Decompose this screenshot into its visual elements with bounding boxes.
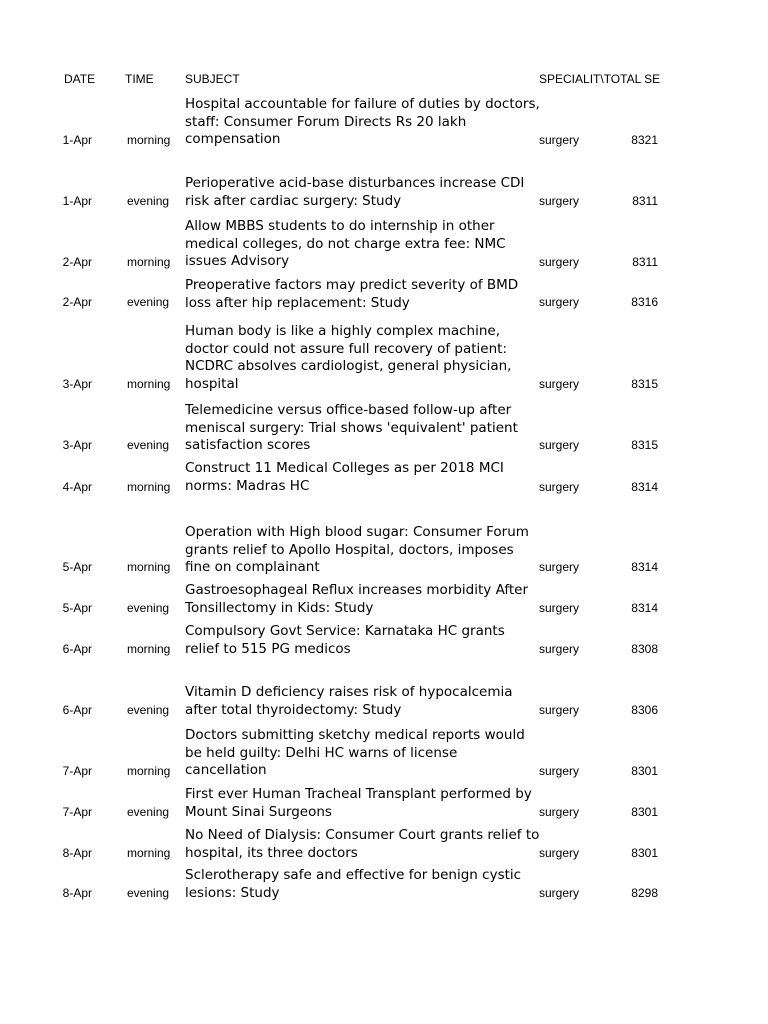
date-cell: 2-Apr bbox=[62, 295, 92, 309]
time-cell: morning bbox=[127, 642, 171, 656]
subject-cell: Vitamin D deficiency raises risk of hypocalcemia after total thyroidectomy: Study bbox=[185, 684, 513, 718]
speciality-cell: surgery bbox=[539, 560, 580, 574]
time-cell: morning bbox=[127, 846, 171, 860]
subject-cell: Doctors submitting sketchy medical reports would be held guilty: Delhi HC warns of license cancellation bbox=[185, 727, 525, 778]
date-cell: 2-Apr bbox=[62, 255, 92, 269]
subject-cell: Operation with High blood sugar: Consumer Forum grants relief to Apollo Hospital, doctors, imposes fine on complainant bbox=[185, 524, 529, 575]
total-cell: 8298 bbox=[631, 886, 658, 900]
total-cell: 8314 bbox=[631, 601, 658, 615]
time-cell: morning bbox=[127, 480, 171, 494]
date-cell: 7-Apr bbox=[62, 764, 92, 778]
header-date: DATE bbox=[64, 72, 96, 86]
speciality-cell: surgery bbox=[539, 377, 580, 391]
time-cell: evening bbox=[127, 194, 170, 208]
speciality-cell: surgery bbox=[539, 438, 580, 452]
time-cell: morning bbox=[127, 764, 171, 778]
total-cell: 8321 bbox=[631, 133, 658, 147]
subject-cell: First ever Human Tracheal Transplant performed by Mount Sinai Surgeons bbox=[185, 786, 532, 820]
total-cell: 8311 bbox=[632, 255, 658, 269]
subject-cell: Sclerotherapy safe and effective for benign cystic lesions: Study bbox=[185, 867, 522, 901]
speciality-cell: surgery bbox=[539, 703, 580, 717]
date-cell: 3-Apr bbox=[62, 438, 92, 452]
total-cell: 8314 bbox=[631, 560, 658, 574]
time-cell: evening bbox=[127, 601, 170, 615]
speciality-cell: surgery bbox=[539, 846, 580, 860]
subject-cell: Hospital accountable for failure of duties by doctors, staff: Consumer Forum Directs Rs 20 lakh compensation bbox=[185, 96, 540, 147]
header-speciality-total: SPECIALIT\TOTAL SE bbox=[539, 72, 661, 86]
date-cell: 4-Apr bbox=[62, 480, 92, 494]
date-cell: 1-Apr bbox=[62, 133, 92, 147]
date-cell: 5-Apr bbox=[62, 560, 92, 574]
time-cell: evening bbox=[127, 295, 170, 309]
subject-cell: Preoperative factors may predict severity of BMD loss after hip replacement: Study bbox=[185, 277, 519, 311]
speciality-cell: surgery bbox=[539, 764, 580, 778]
total-cell: 8306 bbox=[631, 703, 658, 717]
header-subject: SUBJECT bbox=[185, 72, 240, 86]
speciality-cell: surgery bbox=[539, 480, 580, 494]
total-cell: 8315 bbox=[631, 377, 658, 391]
speciality-cell: surgery bbox=[539, 886, 580, 900]
speciality-cell: surgery bbox=[539, 601, 580, 615]
subject-cell: Human body is like a highly complex machine, doctor could not assure full recovery of patient: NCDRC absolves cardiologist, general physician, hospital bbox=[185, 323, 512, 392]
date-cell: 6-Apr bbox=[62, 642, 92, 656]
date-cell: 6-Apr bbox=[62, 703, 92, 717]
time-cell: evening bbox=[127, 805, 170, 819]
header-time: TIME bbox=[125, 72, 154, 86]
total-cell: 8311 bbox=[632, 194, 658, 208]
speciality-cell: surgery bbox=[539, 805, 580, 819]
total-cell: 8301 bbox=[631, 805, 658, 819]
speciality-cell: surgery bbox=[539, 255, 580, 269]
total-cell: 8314 bbox=[631, 480, 658, 494]
date-cell: 3-Apr bbox=[62, 377, 92, 391]
speciality-cell: surgery bbox=[539, 133, 580, 147]
date-cell: 8-Apr bbox=[62, 886, 92, 900]
subject-cell: No Need of Dialysis: Consumer Court grants relief to hospital, its three doctors bbox=[185, 827, 540, 861]
subject-cell: Allow MBBS students to do internship in other medical colleges, do not charge extra fee: NMC issues Advisory bbox=[185, 218, 506, 269]
total-cell: 8308 bbox=[631, 642, 658, 656]
date-cell: 5-Apr bbox=[62, 601, 92, 615]
time-cell: morning bbox=[127, 133, 171, 147]
subject-cell: Construct 11 Medical Colleges as per 2018 MCI norms: Madras HC bbox=[185, 460, 504, 494]
total-cell: 8301 bbox=[631, 764, 658, 778]
subject-cell: Perioperative acid-base disturbances increase CDI risk after cardiac surgery: Study bbox=[185, 175, 525, 209]
time-cell: morning bbox=[127, 255, 171, 269]
date-cell: 8-Apr bbox=[62, 846, 92, 860]
time-cell: evening bbox=[127, 886, 170, 900]
speciality-cell: surgery bbox=[539, 642, 580, 656]
time-cell: morning bbox=[127, 560, 171, 574]
total-cell: 8301 bbox=[631, 846, 658, 860]
time-cell: morning bbox=[127, 377, 171, 391]
total-cell: 8316 bbox=[631, 295, 658, 309]
time-cell: evening bbox=[127, 438, 170, 452]
subject-cell: Compulsory Govt Service: Karnataka HC grants relief to 515 PG medicos bbox=[185, 623, 505, 657]
date-cell: 7-Apr bbox=[62, 805, 92, 819]
date-cell: 1-Apr bbox=[62, 194, 92, 208]
speciality-cell: surgery bbox=[539, 194, 580, 208]
total-cell: 8315 bbox=[631, 438, 658, 452]
time-cell: evening bbox=[127, 703, 170, 717]
speciality-cell: surgery bbox=[539, 295, 580, 309]
subject-cell: Telemedicine versus office-based follow-up after meniscal surgery: Trial shows 'equivalent' patient satisfaction scores bbox=[185, 402, 518, 453]
subject-cell: Gastroesophageal Reflux increases morbidity After Tonsillectomy in Kids: Study bbox=[185, 582, 528, 616]
